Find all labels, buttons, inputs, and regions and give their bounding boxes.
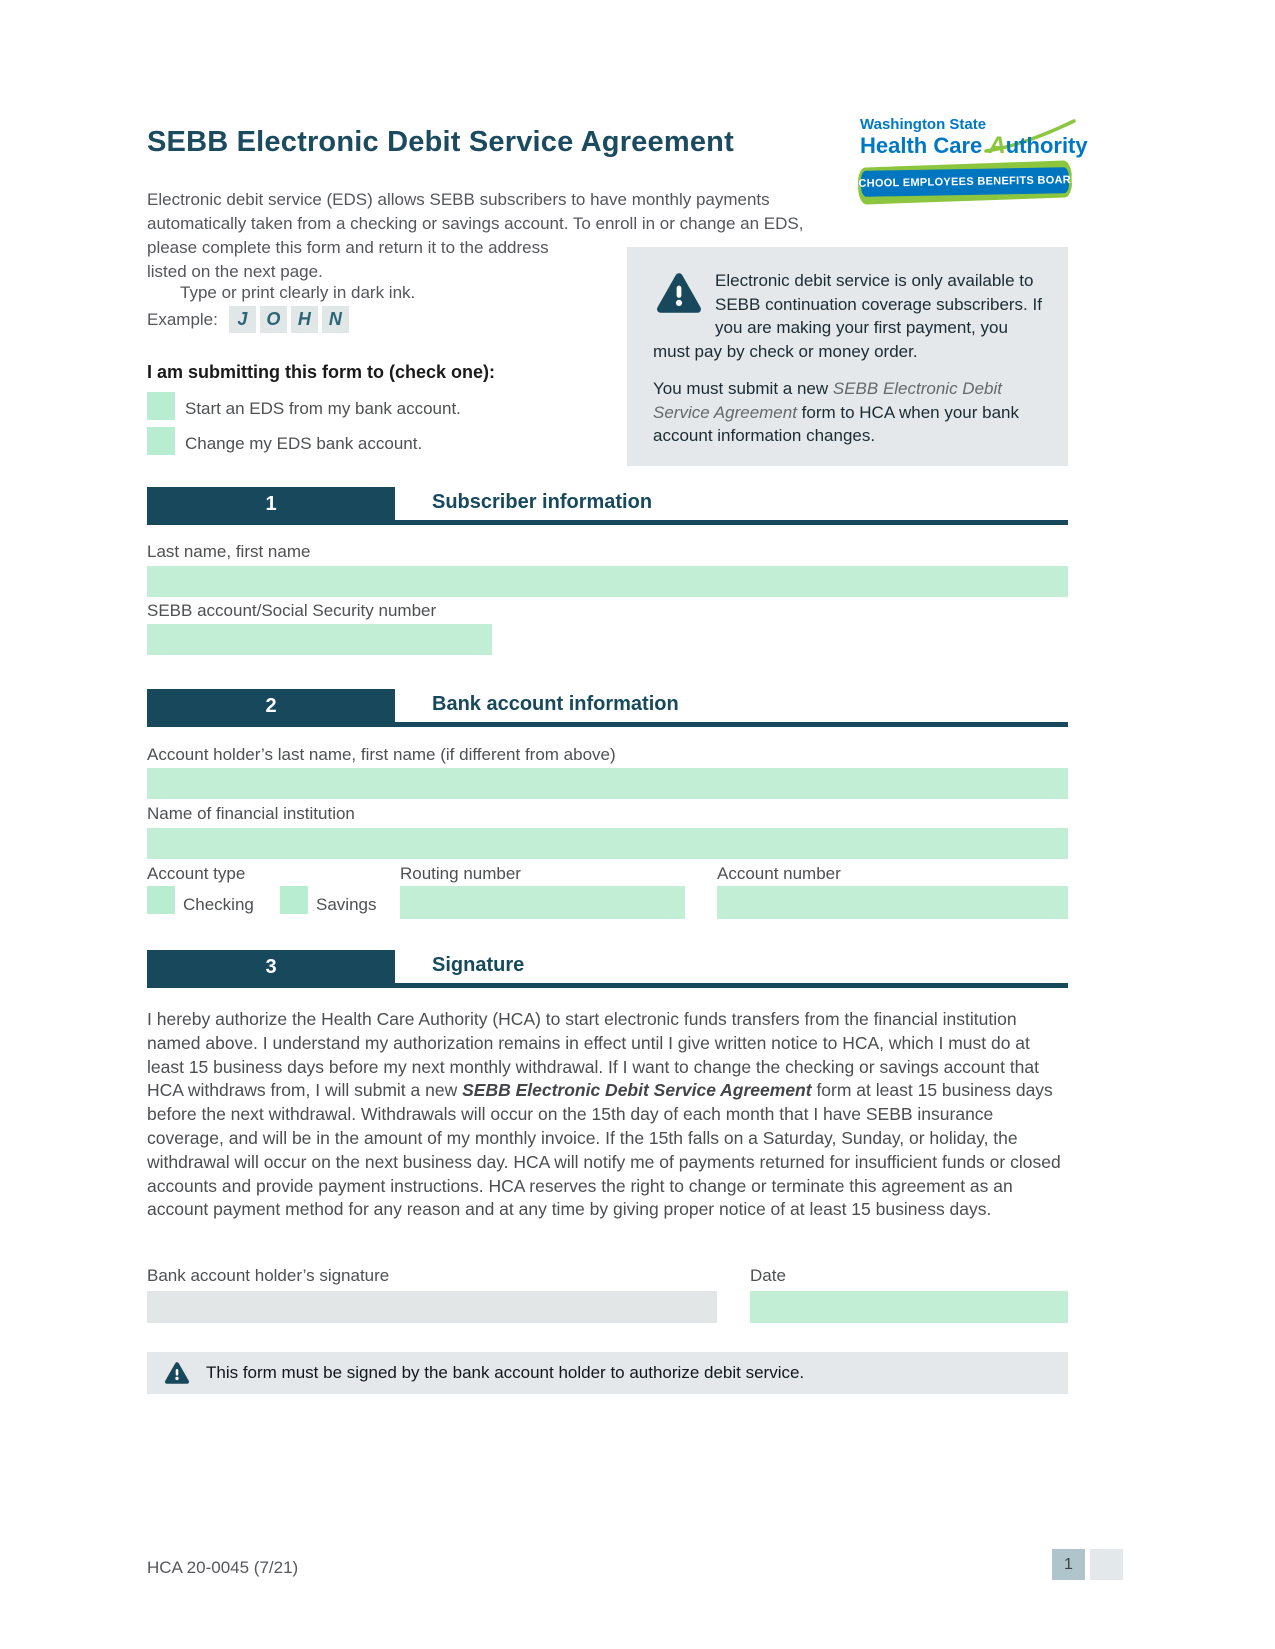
sebb-banner-blue-ribbon [850,167,1080,197]
routing-number-label: Routing number [400,864,521,883]
intro-line: please complete this form and return it to the address [147,238,549,257]
logo-authority-a: A [988,132,1006,159]
section-2-number: 2 [147,689,395,723]
submit-choice-heading: I am submitting this form to (check one): [147,362,496,382]
section-1-header [147,487,1068,525]
example-letter-box: J [229,306,256,333]
logo-washington-state: Washington State [860,116,987,133]
sebb-ssn-label: SEBB account/Social Security number [147,601,437,620]
savings-label: Savings [316,895,377,914]
checking-checkbox[interactable] [147,886,175,914]
section-1-title: Subscriber information [432,491,653,513]
example-letter-box: O [260,306,287,333]
footer-form-number: HCA 20-0045 (7/21) [147,1558,299,1577]
notice-p2-post: form to HCA when your bank account information changes. [653,402,1019,445]
sebb-ssn-input[interactable] [147,624,492,655]
type-print-instruction: Type or print clearly in dark ink. [180,283,416,302]
example-letter-box: H [291,306,318,333]
account-number-label: Account number [717,864,841,883]
intro-line: automatically taken from a checking or savings account. To enroll in or change an EDS, [147,214,804,233]
start-eds-label: Start an EDS from my bank account. [185,399,461,418]
account-type-label: Account type [147,864,246,883]
date-input[interactable] [750,1291,1068,1323]
notice-p2-pre: You must submit a new [653,379,833,398]
example-label: Example: [147,309,218,329]
example-letter-box: N [322,306,349,333]
logo-health-care-text: Health Care [860,133,989,158]
last-first-name-label: Last name, first name [147,542,311,561]
section-2-header [147,689,1068,727]
example-row [147,306,353,333]
financial-institution-label: Name of financial institution [147,804,355,823]
sebb-banner [850,164,1080,201]
routing-number-input[interactable] [400,886,685,919]
logo-authority-text: uthority [1005,133,1088,158]
section-3-title: Signature [432,954,525,976]
financial-institution-input[interactable] [147,828,1068,859]
bottom-notice-text: This form must be signed by the bank account holder to authorize debit service. [206,1363,805,1382]
date-label: Date [750,1266,786,1285]
notice-p2-form-name: SEBB Electronic Debit Service Agreement [653,379,1002,422]
savings-checkbox[interactable] [280,886,308,914]
section-3-number: 3 [147,950,395,984]
bottom-warning-icon [164,1361,190,1385]
signature-paragraph-post: form at least 15 business days before the next withdrawal. Withdrawals will occur on the 15th day of each month that I have SEBB insurance coverage, and will be in the amount of my monthly invoice. If the 15th falls on a Saturday, Sunday, or holiday, the withdrawal will occur on the next business day. HCA will notify me of payments returned for insufficient funds or closed accounts and provide payment instructions. HCA reserves the right to change or terminate this agreement as an account payment method for any reason and at any time by giving proper notice of at least 15 business days. [147,1080,1061,1220]
sebb-banner-text: SCHOOL EMPLOYEES BENEFITS BOARD [850,174,1080,190]
signature-label: Bank account holder’s signature [147,1266,390,1285]
signature-paragraph-pre: I hereby authorize the Health Care Authority (HCA) to start electronic funds transfers from the financial institution named above. I understand my authorization remains in effect until I give written notice to HCA, which I must do at least 15 business days before my next monthly withdrawal. If I want to change the checking or savings account that HCA withdraws from, I will submit a new [147,1009,1040,1101]
account-holder-input[interactable] [147,768,1068,799]
notice-paragraph-1: Electronic debit service is only available to SEBB continuation coverage subscribers. If you are making your first payment, you must pay by check or money order. [653,271,1042,361]
hca-logo [850,112,1088,207]
signature-paragraph-form-name: SEBB Electronic Debit Service Agreement [462,1080,812,1101]
change-eds-checkbox[interactable] [147,427,175,455]
page-number-spare-box [1090,1549,1123,1580]
signature-input[interactable] [147,1291,717,1323]
section-1-rule [147,520,1068,525]
logo-health-care-authority [860,132,1088,160]
bottom-notice [147,1352,1068,1394]
account-number-input[interactable] [717,886,1068,919]
section-3-header [147,950,1068,988]
start-eds-checkbox[interactable] [147,392,175,420]
warning-icon [655,271,703,315]
section-2-rule [147,722,1068,727]
account-holder-label: Account holder’s last name, first name (if different from above) [147,745,616,764]
page-number-box: 1 [1052,1549,1085,1580]
intro-line: listed on the next page. [147,262,323,281]
page-title: SEBB Electronic Debit Service Agreement [147,126,734,158]
section-3-rule [147,983,1068,988]
last-first-name-input[interactable] [147,566,1068,597]
notice-box [627,247,1068,466]
change-eds-label: Change my EDS bank account. [185,434,423,453]
section-1-number: 1 [147,487,395,521]
intro-line: Electronic debit service (EDS) allows SEBB subscribers to have monthly payments [147,190,770,209]
signature-agreement-paragraph [147,1008,1068,1222]
checking-label: Checking [183,895,254,914]
notice-paragraph-2 [653,377,1042,448]
section-2-title: Bank account information [432,693,679,715]
